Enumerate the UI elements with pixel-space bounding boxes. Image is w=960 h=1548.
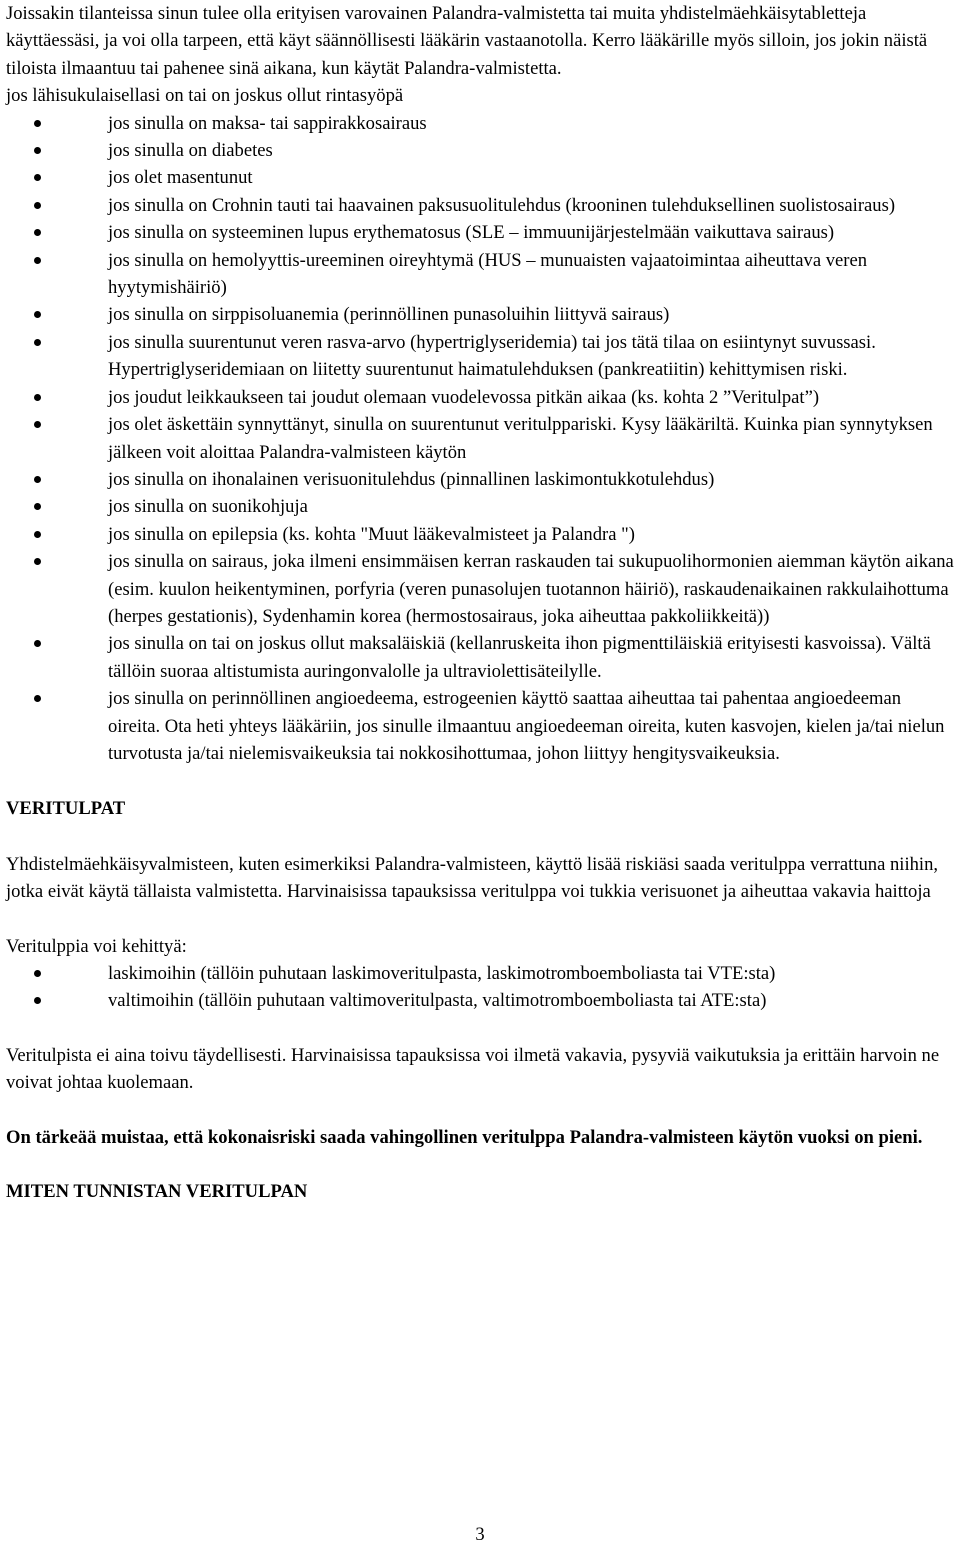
first-condition: jos lähisukulaisellasi on tai on joskus ollut rintasyöpä xyxy=(6,85,404,107)
document-page xyxy=(6,0,956,1205)
conditions-list xyxy=(6,110,956,768)
list-item: jos sinulla on ihonalainen verisuonitulehdus (pinnallinen laskimontukkotulehdus) xyxy=(6,466,956,493)
veritulpat-heading: VERITULPAT xyxy=(6,798,126,820)
list-item: jos sinulla on Crohnin tauti tai haavainen paksusuolitulehdus (krooninen tulehduksellinen suolistosairaus) xyxy=(6,192,956,219)
list-item: jos sinulla on perinnöllinen angioedeema, estrogeenien käyttö saattaa aiheuttaa tai pahentaa angioedeeman oireita. Ota heti yhteys lääkäriin, jos sinulle ilmaantuu angioedeeman oireita, kuten kasvojen, kielen ja/tai nielun turvotusta ja/tai nielemisvaikeuksia tai nokkosihottumaa, johon liittyy hengitysvaikeuksia. xyxy=(6,685,956,767)
list-item: jos sinulla on sirppisoluanemia (perinnöllinen punasoluihin liittyvä sairaus) xyxy=(6,301,956,328)
list-item: jos joudut leikkaukseen tai joudut olemaan vuodelevossa pitkän aikaa (ks. kohta 2 ”Veritulpat”) xyxy=(6,384,956,411)
list-item: jos sinulla on systeeminen lupus erythematosus (SLE – immuunijärjestelmään vaikuttava sairaus) xyxy=(6,219,956,246)
list-item: jos sinulla suurentunut veren rasva-arvo (hypertriglyseridemia) tai jos tätä tilaa on esiintynyt suvussasi. Hypertriglyseridemiaan on liitetty suurentunut haimatulehduksen (pankreatiitin) kehittymisen riski. xyxy=(6,329,956,384)
list-item: jos sinulla on diabetes xyxy=(6,137,956,164)
veritulpat-intro: Veritulppia voi kehittyä: xyxy=(6,935,187,957)
list-item: valtimoihin (tällöin puhutaan valtimoveritulpasta, valtimotromboemboliasta tai ATE:sta) xyxy=(6,987,956,1014)
list-item: jos sinulla on suonikohjuja xyxy=(6,493,956,520)
list-item: jos sinulla on hemolyyttis-ureeminen oireyhtymä (HUS – munuaisten vajaatoimintaa aiheuttava veren hyytymishäiriö) xyxy=(6,247,956,302)
list-item: jos sinulla on maksa- tai sappirakkosairaus xyxy=(6,110,956,137)
list-item: jos sinulla on epilepsia (ks. kohta "Muut lääkevalmisteet ja Palandra ") xyxy=(6,521,956,548)
list-item: laskimoihin (tällöin puhutaan laskimoveritulpasta, laskimotromboemboliasta tai VTE:sta) xyxy=(6,960,956,987)
list-item: jos olet äskettäin synnyttänyt, sinulla on suurentunut veritulppariski. Kysy lääkäriltä. Kuinka pian synnytyksen jälkeen voit aloittaa Palandra-valmisteen käytön xyxy=(6,411,956,466)
intro-paragraph: Joissakin tilanteissa sinun tulee olla erityisen varovainen Palandra-valmistetta tai muita yhdistelmäehkäisytabletteja käyttäessäsi, ja voi olla tarpeen, että käyt säännöllisesti lääkärin vastaanotolla. Kerro lääkärille myös silloin, jos jokin näistä tiloista ilmaantuu tai pahenee sinä aikana, kun käytät Palandra-valmistetta. xyxy=(6,3,928,79)
veritulpat-paragraph: Yhdistelmäehkäisyvalmisteen, kuten esimerkiksi Palandra-valmisteen, käyttö lisää riskiäsi saada veritulppa verrattuna niihin, jotka eivät käytä tällaista valmistetta. Harvinaisissa tapauksissa veritulppa voi tukkia verisuonet ja aiheuttaa vakavia haittoja xyxy=(6,853,939,903)
section-heading: MITEN TUNNISTAN VERITULPAN xyxy=(6,1181,308,1203)
list-item: jos sinulla on tai on joskus ollut maksaläiskiä (kellanruskeita ihon pigmenttiläiskiä erityisesti kasvoissa). Vältä tällöin suoraa altistumista auringonvalolle ja ultraviolettisäteilylle. xyxy=(6,630,956,685)
recovery-paragraph: Veritulpista ei aina toivu täydellisesti. Harvinaisissa tapauksissa voi ilmetä vakavia, pysyviä vaikutuksia ja erittäin harvoin ne voivat johtaa kuolemaan. xyxy=(6,1044,940,1094)
veritulpa-types-list xyxy=(6,960,956,1015)
list-item: jos sinulla on sairaus, joka ilmeni ensimmäisen kerran raskauden tai sukupuolihormonien aiemman käytön aikana (esim. kuulon heikentyminen, porfyria (veren punasolujen tuotannon häiriö), raskaudenaikainen rakkulaihottuma (herpes gestationis), Sydenhamin korea (hermostosairaus, joka aiheuttaa pakkoliikkeitä)) xyxy=(6,548,956,630)
page-number: 3 xyxy=(475,1524,485,1545)
emphasis-paragraph: On tärkeää muistaa, että kokonaisriski saada vahingollinen veritulppa Palandra-valmisteen käytön vuoksi on pieni. xyxy=(6,1126,923,1148)
list-item: jos olet masentunut xyxy=(6,164,956,191)
